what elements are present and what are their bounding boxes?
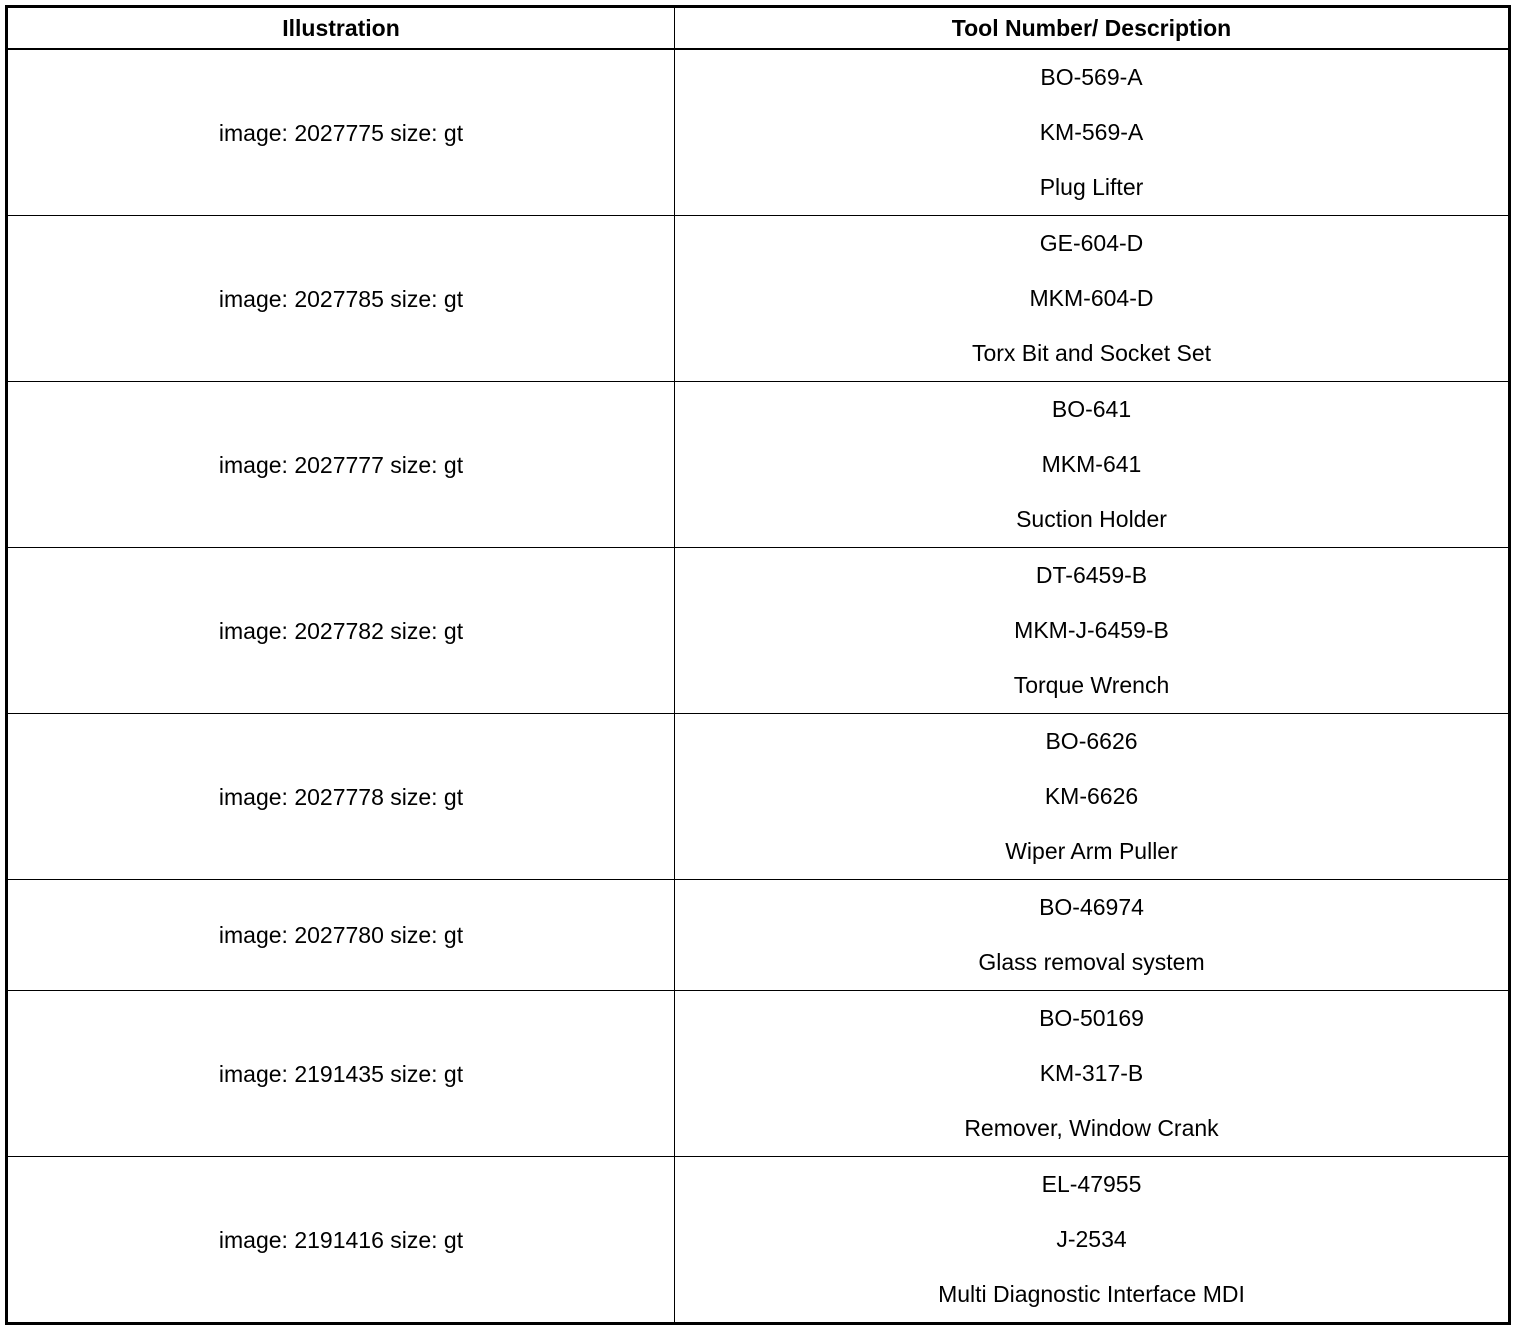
tool-number: MKM-641: [1041, 451, 1142, 477]
tool-cell: [675, 216, 1510, 382]
tool-cell: [675, 991, 1510, 1157]
table-row: [7, 991, 1510, 1157]
special-tools-table: [5, 5, 1511, 1325]
illustration-cell: image: 2027780 size: gt: [7, 880, 675, 991]
tool-number: BO-641: [1051, 396, 1132, 422]
tool-cell: [675, 49, 1510, 216]
tool-cell: [675, 880, 1510, 991]
tool-cell: [675, 714, 1510, 880]
tool-description: Suction Holder: [1016, 506, 1167, 532]
tool-description: Torque Wrench: [1013, 672, 1170, 698]
table-row: [7, 880, 1510, 991]
illustration-cell: image: 2191435 size: gt: [7, 991, 675, 1157]
tool-number: EL-47955: [1041, 1171, 1142, 1197]
tool-number: BO-569-A: [1040, 64, 1143, 90]
tool-description: Glass removal system: [978, 949, 1205, 975]
tool-cell: [675, 1157, 1510, 1324]
illustration-cell: image: 2191416 size: gt: [7, 1157, 675, 1324]
table-row: [7, 1157, 1510, 1324]
illustration-cell: image: 2027775 size: gt: [7, 49, 675, 216]
tool-description: Multi Diagnostic Interface MDI: [938, 1281, 1245, 1307]
illustration-cell: image: 2027785 size: gt: [7, 216, 675, 382]
tool-number: MKM-604-D: [1029, 285, 1154, 311]
tool-description: Plug Lifter: [1039, 174, 1144, 200]
tool-description: Remover, Window Crank: [964, 1115, 1219, 1141]
tool-number: DT-6459-B: [1035, 562, 1148, 588]
tool-description: Wiper Arm Puller: [1005, 838, 1178, 864]
tool-number: J-2534: [1056, 1226, 1127, 1252]
tool-number: BO-50169: [1039, 1005, 1144, 1031]
table-row: [7, 216, 1510, 382]
illustration-cell: image: 2027778 size: gt: [7, 714, 675, 880]
header-row: [7, 7, 1510, 50]
tool-number: BO-46974: [1039, 894, 1144, 920]
illustration-cell: image: 2027777 size: gt: [7, 382, 675, 548]
header-illustration: Illustration: [7, 7, 675, 50]
header-tool-number-description: Tool Number/ Description: [675, 7, 1510, 50]
illustration-cell: image: 2027782 size: gt: [7, 548, 675, 714]
table-row: [7, 49, 1510, 216]
tool-cell: [675, 382, 1510, 548]
tool-number: KM-569-A: [1039, 119, 1144, 145]
tool-description: Torx Bit and Socket Set: [971, 340, 1212, 366]
table-row: [7, 382, 1510, 548]
tool-cell: [675, 548, 1510, 714]
tool-number: KM-317-B: [1039, 1060, 1144, 1086]
table-row: [7, 548, 1510, 714]
tool-number: GE-604-D: [1039, 230, 1144, 256]
tool-number: BO-6626: [1045, 728, 1138, 754]
tool-number: KM-6626: [1044, 783, 1139, 809]
tool-number: MKM-J-6459-B: [1014, 617, 1169, 643]
table-row: [7, 714, 1510, 880]
